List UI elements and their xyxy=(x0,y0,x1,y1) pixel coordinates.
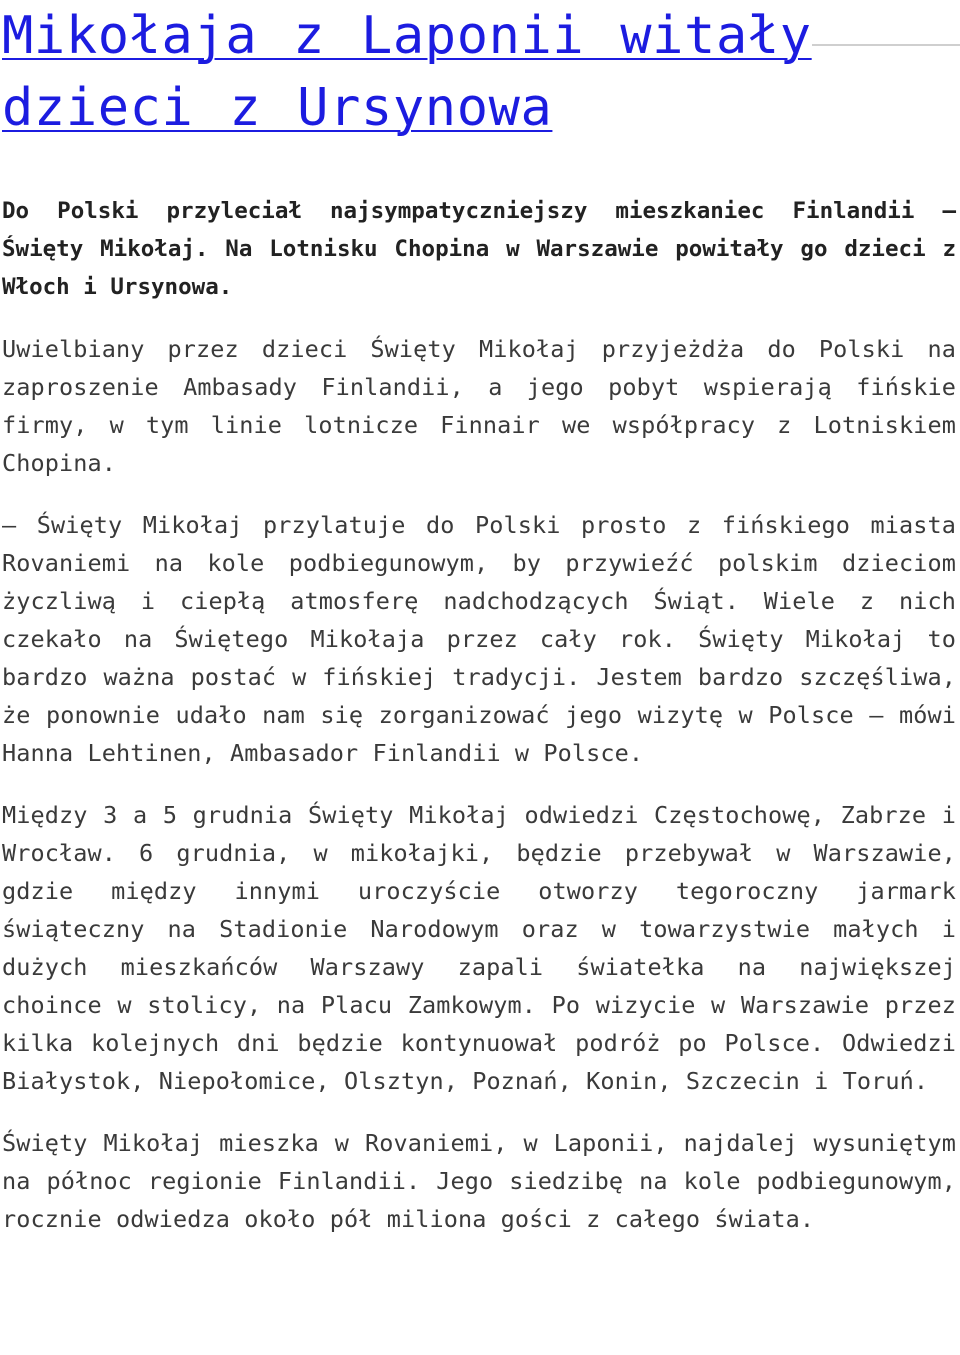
article-paragraph: Święty Mikołaj mieszka w Rovaniemi, w Laponii, najdalej wysuniętym na północ regionie Finlandii. Jego siedzibę na kole podbiegunowym, rocznie odwiedza około pół miliona gości z całego świata. xyxy=(2,1129,956,1233)
article-title xyxy=(2,0,956,144)
article xyxy=(2,0,956,1238)
article-paragraph: Między 3 a 5 grudnia Święty Mikołaj odwiedzi Częstochowę, Zabrze i Wrocław. 6 grudnia, w mikołajki, będzie przebywał w Warszawie, gdzie między innymi uroczyście otworzy tegoroczny jarmark świąteczny na Stadionie Narodowym oraz w towarzystwie małych i dużych mieszkańców Warszawy zapali światełka na największej choince w stolicy, na Placu Zamkowym. Po wizycie w Warszawie przez kilka kolejnych dni będzie kontynuował podróż po Polsce. Odwiedzi Białystok, Niepołomice, Olsztyn, Poznań, Konin, Szczecin i Toruń. xyxy=(2,801,956,1095)
title-block xyxy=(2,0,956,144)
article-paragraph: – Święty Mikołaj przylatuje do Polski prosto z fińskiego miasta Rovaniemi na kole podbiegunowym, by przywieźć polskim dzieciom życzliwą i ciepłą atmosferę nadchodzących Świąt. Wiele z nich czekało na Świętego Mikołaja przez cały rok. Święty Mikołaj to bardzo ważna postać w fińskiej tradycji. Jestem bardzo szczęśliwa, że ponownie udało nam się zorganizować jego wizytę w Polsce – mówi Hanna Lehtinen, Ambasador Finlandii w Polsce. xyxy=(2,511,956,767)
article-paragraph: Uwielbiany przez dzieci Święty Mikołaj przyjeżdża do Polski na zaproszenie Ambasady Finlandii, a jego pobyt wspierają fińskie firmy, w tym linie lotnicze Finnair we współpracy z Lotniskiem Chopina. xyxy=(2,335,956,477)
article-title-link[interactable]: Mikołaja z Laponii witały dzieci z Ursynowa xyxy=(2,6,812,138)
article-lead: Do Polski przyleciał najsympatyczniejszy mieszkaniec Finlandii – Święty Mikołaj. Na Lotnisku Chopina w Warszawie powitały go dzieci z Włoch i Ursynowa. xyxy=(2,198,956,300)
